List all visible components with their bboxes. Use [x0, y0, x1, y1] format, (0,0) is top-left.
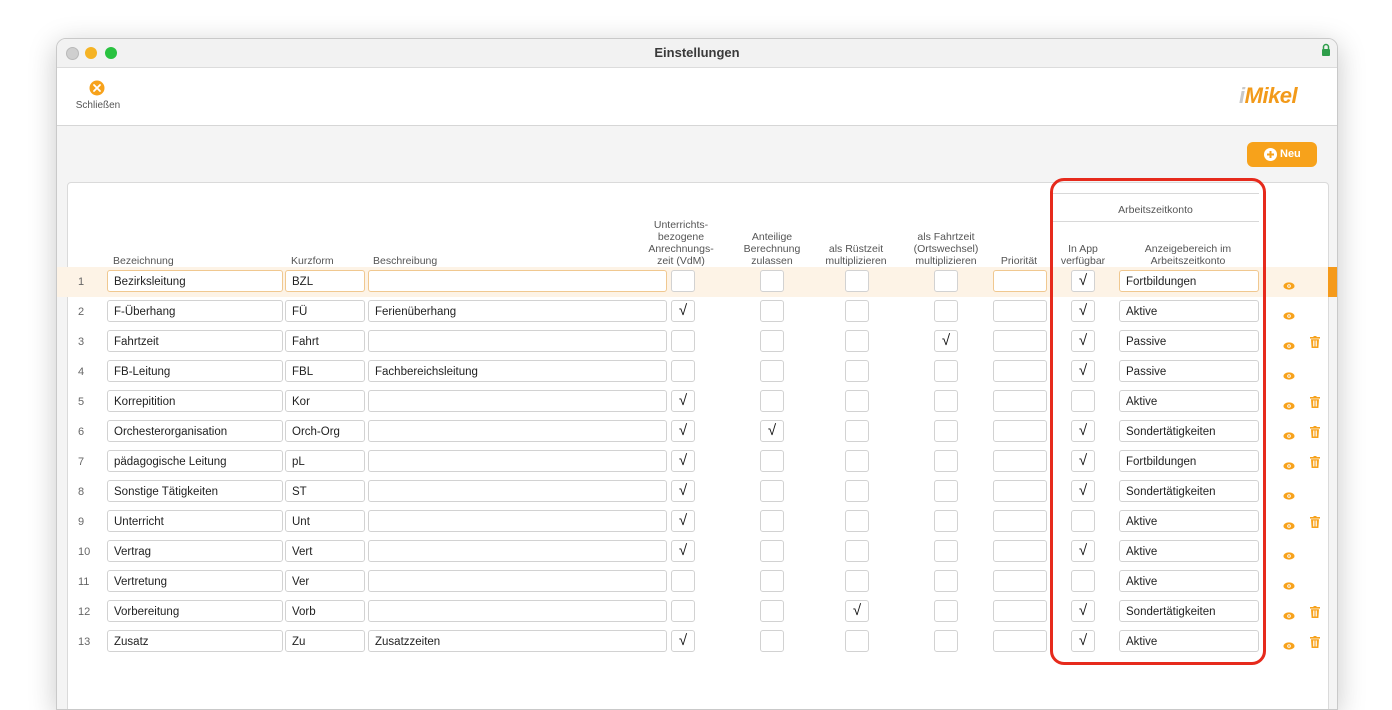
checkmark-icon: √ [1078, 272, 1088, 289]
fahrtzeit-checkbox[interactable] [934, 450, 958, 472]
inapp-checkbox[interactable] [1071, 360, 1095, 382]
table-row[interactable] [57, 507, 1338, 537]
trash-icon[interactable] [1310, 635, 1320, 647]
checkmark-icon: √ [678, 542, 688, 559]
row-number: 8 [78, 486, 85, 498]
anteilig-checkbox[interactable] [760, 540, 784, 562]
anzeigebereich-select[interactable]: Aktive [1119, 630, 1259, 652]
ruestzeit-checkbox[interactable] [845, 510, 869, 532]
checkmark-icon: √ [678, 482, 688, 499]
header-beschreibung: Beschreibung [373, 255, 438, 267]
header-arbeitszeitkonto: Arbeitszeitkonto [1118, 204, 1193, 216]
kurzform-field[interactable]: Zu [285, 630, 365, 652]
inapp-checkbox[interactable] [1071, 450, 1095, 472]
checkmark-icon: √ [678, 422, 688, 439]
row-number: 2 [78, 306, 85, 318]
beschreibung-field[interactable] [368, 450, 667, 472]
fahrtzeit-checkbox[interactable] [934, 390, 958, 412]
fahrtzeit-checkbox[interactable] [934, 600, 958, 622]
checkmark-icon: √ [678, 512, 688, 529]
kurzform-field[interactable]: Vert [285, 540, 365, 562]
kurzform-field[interactable]: ST [285, 480, 365, 502]
bezeichnung-field[interactable]: Bezirksleitung [107, 270, 283, 292]
eye-icon[interactable] [1283, 277, 1295, 285]
anzeigebereich-select[interactable]: Fortbildungen [1119, 450, 1259, 472]
anzeigebereich-select[interactable]: Fortbildungen [1119, 270, 1259, 292]
anteilig-checkbox[interactable] [760, 390, 784, 412]
ruestzeit-checkbox[interactable] [845, 570, 869, 592]
checkmark-icon: √ [852, 602, 862, 619]
ruestzeit-checkbox[interactable] [845, 450, 869, 472]
ruestzeit-checkbox[interactable] [845, 300, 869, 322]
anteilig-checkbox[interactable] [760, 570, 784, 592]
beschreibung-field[interactable] [368, 510, 667, 532]
beschreibung-field[interactable]: Fachbereichsleitung [368, 360, 667, 382]
beschreibung-field[interactable] [368, 270, 667, 292]
trash-icon[interactable] [1310, 425, 1320, 437]
bezeichnung-field[interactable]: Vertrag [107, 540, 283, 562]
checkmark-icon: √ [1078, 542, 1088, 559]
fahrtzeit-checkbox[interactable] [934, 510, 958, 532]
bezeichnung-field[interactable]: pädagogische Leitung [107, 450, 283, 472]
ruestzeit-checkbox[interactable] [845, 540, 869, 562]
inapp-checkbox[interactable] [1071, 570, 1095, 592]
eye-icon[interactable] [1283, 457, 1295, 465]
prioritaet-field[interactable] [993, 420, 1047, 442]
prioritaet-field[interactable] [993, 450, 1047, 472]
checkmark-icon: √ [1078, 332, 1088, 349]
inapp-checkbox[interactable] [1071, 510, 1095, 532]
table-row[interactable] [57, 477, 1338, 507]
beschreibung-field[interactable] [368, 390, 667, 412]
vdm-checkbox[interactable] [671, 300, 695, 322]
row-number: 4 [78, 366, 85, 378]
anzeigebereich-select[interactable]: Sondertätigkeiten [1119, 600, 1259, 622]
vdm-checkbox[interactable] [671, 630, 695, 652]
header-inapp: In App verfügbar [1060, 243, 1106, 267]
ruestzeit-checkbox[interactable] [845, 600, 869, 622]
arbeitszeitkonto-group [1051, 193, 1259, 222]
eye-icon[interactable] [1283, 547, 1295, 555]
checkmark-icon: √ [678, 302, 688, 319]
header-bezeichnung: Bezeichnung [113, 255, 174, 267]
vdm-checkbox[interactable] [671, 360, 695, 382]
prioritaet-field[interactable] [993, 360, 1047, 382]
inapp-checkbox[interactable] [1071, 270, 1095, 292]
anteilig-checkbox[interactable] [760, 300, 784, 322]
trash-icon[interactable] [1310, 395, 1320, 407]
new-button[interactable] [1247, 142, 1317, 167]
row-number: 12 [78, 606, 91, 618]
beschreibung-field[interactable] [368, 420, 667, 442]
table-row[interactable] [57, 627, 1338, 657]
anteilig-checkbox[interactable] [760, 450, 784, 472]
inapp-checkbox[interactable] [1071, 600, 1095, 622]
kurzform-field[interactable]: FÜ [285, 300, 365, 322]
eye-icon[interactable] [1283, 367, 1295, 375]
vdm-checkbox[interactable] [671, 390, 695, 412]
ruestzeit-checkbox[interactable] [845, 480, 869, 502]
vdm-checkbox[interactable] [671, 510, 695, 532]
content-area [57, 126, 1337, 709]
ruestzeit-checkbox[interactable] [845, 420, 869, 442]
fahrtzeit-checkbox[interactable] [934, 570, 958, 592]
prioritaet-field[interactable] [993, 630, 1047, 652]
inapp-checkbox[interactable] [1071, 300, 1095, 322]
vdm-checkbox[interactable] [671, 270, 695, 292]
trash-icon[interactable] [1310, 515, 1320, 527]
row-number: 10 [78, 546, 91, 558]
row-number: 9 [78, 516, 85, 528]
table-row[interactable] [57, 567, 1338, 597]
eye-icon[interactable] [1283, 337, 1295, 345]
beschreibung-field[interactable] [368, 480, 667, 502]
vdm-checkbox[interactable] [671, 540, 695, 562]
table-row[interactable] [57, 417, 1338, 447]
vdm-checkbox[interactable] [671, 570, 695, 592]
anzeigebereich-select[interactable]: Aktive [1119, 540, 1259, 562]
eye-icon[interactable] [1283, 427, 1295, 435]
eye-icon[interactable] [1283, 487, 1295, 495]
inapp-checkbox[interactable] [1071, 420, 1095, 442]
eye-icon[interactable] [1283, 397, 1295, 405]
checkmark-icon: √ [1078, 632, 1088, 649]
header-anzeige: Anzeigebereich im Arbeitszeitkonto [1144, 243, 1232, 267]
toolbar [57, 68, 1337, 126]
vdm-checkbox[interactable] [671, 420, 695, 442]
bezeichnung-field[interactable]: F-Überhang [107, 300, 283, 322]
ruestzeit-checkbox[interactable] [845, 360, 869, 382]
beschreibung-field[interactable]: Zusatzzeiten [368, 630, 667, 652]
beschreibung-field[interactable] [368, 600, 667, 622]
lock-icon [1321, 43, 1331, 57]
table-row[interactable] [57, 297, 1338, 327]
prioritaet-field[interactable] [993, 480, 1047, 502]
anzeigebereich-select[interactable]: Passive [1119, 360, 1259, 382]
anzeigebereich-select[interactable]: Aktive [1119, 510, 1259, 532]
anteilig-checkbox[interactable] [760, 270, 784, 292]
eye-icon[interactable] [1283, 637, 1295, 645]
checkmark-icon: √ [678, 452, 688, 469]
header-fahrtzeit: als Fahrtzeit (Ortswechsel) multiplizieren [913, 231, 979, 267]
bezeichnung-field[interactable]: Fahrtzeit [107, 330, 283, 352]
beschreibung-field[interactable] [368, 330, 667, 352]
kurzform-field[interactable]: Fahrt [285, 330, 365, 352]
kurzform-field[interactable]: Ver [285, 570, 365, 592]
header-kurzform: Kurzform [291, 255, 334, 267]
inapp-checkbox[interactable] [1071, 540, 1095, 562]
bezeichnung-field[interactable]: Korrepitition [107, 390, 283, 412]
vdm-checkbox[interactable] [671, 330, 695, 352]
table-row[interactable] [57, 537, 1338, 567]
row-number: 6 [78, 426, 85, 438]
fahrtzeit-checkbox[interactable] [934, 270, 958, 292]
inapp-checkbox[interactable] [1071, 390, 1095, 412]
anteilig-checkbox[interactable] [760, 480, 784, 502]
anteilig-checkbox[interactable] [760, 630, 784, 652]
beschreibung-field[interactable] [368, 570, 667, 592]
fahrtzeit-checkbox[interactable] [934, 480, 958, 502]
anteilig-checkbox[interactable] [760, 600, 784, 622]
table-row[interactable] [57, 327, 1338, 357]
header-prioritaet: Priorität [1000, 255, 1038, 267]
checkmark-icon: √ [767, 422, 777, 439]
vdm-checkbox[interactable] [671, 480, 695, 502]
fahrtzeit-checkbox[interactable] [934, 540, 958, 562]
trash-icon[interactable] [1310, 455, 1320, 467]
kurzform-field[interactable]: Kor [285, 390, 365, 412]
row-number: 11 [78, 576, 90, 588]
anteilig-checkbox[interactable] [760, 420, 784, 442]
ruestzeit-checkbox[interactable] [845, 390, 869, 412]
row-number: 7 [78, 456, 85, 468]
prioritaet-field[interactable] [993, 330, 1047, 352]
kurzform-field[interactable]: Unt [285, 510, 365, 532]
kurzform-field[interactable]: BZL [285, 270, 365, 292]
eye-icon[interactable] [1283, 577, 1295, 585]
bezeichnung-field[interactable]: Unterricht [107, 510, 283, 532]
trash-icon[interactable] [1310, 605, 1320, 617]
settings-window [56, 38, 1338, 710]
vdm-checkbox[interactable] [671, 450, 695, 472]
anzeigebereich-select[interactable]: Passive [1119, 330, 1259, 352]
fahrtzeit-checkbox[interactable] [934, 360, 958, 382]
header-anteilig: Anteilige Berechnung zulassen [743, 231, 801, 267]
kurzform-field[interactable]: FBL [285, 360, 365, 382]
vdm-checkbox[interactable] [671, 600, 695, 622]
prioritaet-field[interactable] [993, 510, 1047, 532]
table-row[interactable] [57, 597, 1338, 627]
table-row[interactable] [57, 267, 1338, 297]
anteilig-checkbox[interactable] [760, 330, 784, 352]
window-title: Einstellungen [654, 45, 740, 60]
checkmark-icon: √ [678, 392, 688, 409]
bezeichnung-field[interactable]: FB-Leitung [107, 360, 283, 382]
bezeichnung-field[interactable]: Vertretung [107, 570, 283, 592]
kurzform-field[interactable]: Orch-Org [285, 420, 365, 442]
anzeigebereich-select[interactable]: Aktive [1119, 390, 1259, 412]
ruestzeit-checkbox[interactable] [845, 270, 869, 292]
prioritaet-field[interactable] [993, 540, 1047, 562]
prioritaet-field[interactable] [993, 600, 1047, 622]
ruestzeit-checkbox[interactable] [845, 330, 869, 352]
bezeichnung-field[interactable]: Orchesterorganisation [107, 420, 283, 442]
row-number: 5 [78, 396, 85, 408]
settings-table [67, 182, 1329, 710]
close-button-label: Schließen [75, 100, 121, 111]
checkmark-icon: √ [1078, 452, 1088, 469]
row-number: 3 [78, 336, 85, 348]
beschreibung-field[interactable] [368, 540, 667, 562]
inapp-checkbox[interactable] [1071, 330, 1095, 352]
checkmark-icon: √ [1078, 482, 1088, 499]
title-bar [57, 39, 1337, 68]
eye-icon[interactable] [1283, 307, 1295, 315]
checkmark-icon: √ [1078, 422, 1088, 439]
anteilig-checkbox[interactable] [760, 510, 784, 532]
table-row[interactable] [57, 447, 1338, 477]
eye-icon[interactable] [1283, 517, 1295, 525]
beschreibung-field[interactable]: Ferienüberhang [368, 300, 667, 322]
bezeichnung-field[interactable]: Sonstige Tätigkeiten [107, 480, 283, 502]
table-row[interactable] [57, 387, 1338, 417]
fahrtzeit-checkbox[interactable] [934, 330, 958, 352]
eye-icon[interactable] [1283, 607, 1295, 615]
bezeichnung-field[interactable]: Vorbereitung [107, 600, 283, 622]
checkmark-icon: √ [1078, 602, 1088, 619]
anteilig-checkbox[interactable] [760, 360, 784, 382]
kurzform-field[interactable]: pL [285, 450, 365, 472]
checkmark-icon: √ [678, 632, 688, 649]
checkmark-icon: √ [1078, 302, 1088, 319]
close-button[interactable] [71, 78, 125, 118]
trash-icon[interactable] [1310, 335, 1320, 347]
fahrtzeit-checkbox[interactable] [934, 300, 958, 322]
anzeigebereich-select[interactable]: Sondertätigkeiten [1119, 480, 1259, 502]
anzeigebereich-select[interactable]: Aktive [1119, 570, 1259, 592]
anzeigebereich-select[interactable]: Sondertätigkeiten [1119, 420, 1259, 442]
checkmark-icon: √ [1078, 362, 1088, 379]
checkmark-icon: √ [941, 332, 951, 349]
inapp-checkbox[interactable] [1071, 480, 1095, 502]
prioritaet-field[interactable] [993, 300, 1047, 322]
prioritaet-field[interactable] [993, 270, 1047, 292]
table-row[interactable] [57, 357, 1338, 387]
row-number: 13 [78, 636, 91, 648]
fahrtzeit-checkbox[interactable] [934, 420, 958, 442]
prioritaet-field[interactable] [993, 390, 1047, 412]
anzeigebereich-select[interactable]: Aktive [1119, 300, 1259, 322]
kurzform-field[interactable]: Vorb [285, 600, 365, 622]
header-ruestzeit: als Rüstzeit multiplizieren [825, 243, 887, 267]
new-button-label: Neu [1280, 148, 1301, 160]
bezeichnung-field[interactable]: Zusatz [107, 630, 283, 652]
close-circle-icon [89, 80, 105, 96]
plus-circle-icon [1264, 148, 1277, 161]
fahrtzeit-checkbox[interactable] [934, 630, 958, 652]
inapp-checkbox[interactable] [1071, 630, 1095, 652]
imikel-logo: iMikel [1239, 83, 1298, 108]
ruestzeit-checkbox[interactable] [845, 630, 869, 652]
row-number: 1 [78, 276, 85, 288]
header-vdm: Unterrichts- bezogene Anrechnungs- zeit (VdM) [648, 219, 714, 267]
prioritaet-field[interactable] [993, 570, 1047, 592]
